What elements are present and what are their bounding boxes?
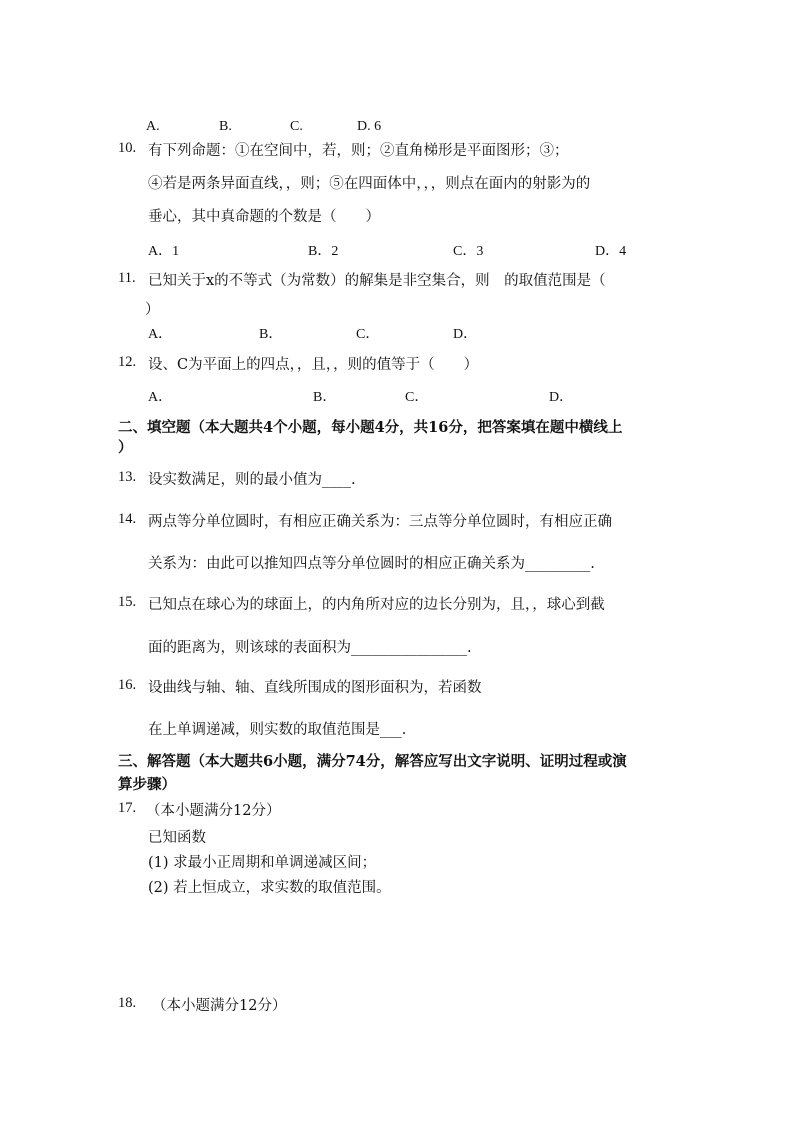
q14-line2: 关系为：由此可以推知四点等分单位圆时的相应正确关系为_________.	[148, 556, 595, 572]
q15-number: 15.	[118, 594, 137, 610]
q17-part1: (1) 求最小正周期和单调递减区间；	[148, 855, 377, 871]
q12-number: 12.	[118, 354, 137, 370]
q13-text: 设实数满足，则的最小值为____.	[148, 472, 356, 488]
section2-heading-line1: 二、填空题（本大题共4个小题，每小题4分，共16分，把答案填在题中横线上	[118, 419, 623, 436]
q15-line2: 面的距离为，则该球的表面积为________________.	[148, 640, 472, 656]
section3-heading-line2: 算步骤）	[118, 776, 176, 793]
q10-line1: 有下列命题：①在空间中，若，则；②直角梯形是平面图形；③；	[148, 143, 569, 159]
q16-line2: 在上单调递减，则实数的取值范围是___.	[148, 722, 407, 738]
q12-option-b: B．	[313, 390, 337, 405]
q14-line1: 两点等分单位圆时，有相应正确关系为：三点等分单位圆时，有相应正确	[148, 514, 612, 530]
q10-line3: 垂心，其中真命题的个数是（ ）	[148, 209, 380, 225]
q10-option-b: B．2	[308, 244, 339, 259]
q11-line2: ）	[145, 302, 160, 318]
q18-header: （本小题满分12分）	[152, 998, 287, 1014]
q17-part2: (2) 若上恒成立，求实数的取值范围。	[148, 880, 391, 896]
q18-number: 18.	[118, 995, 137, 1011]
q17-stem: 已知函数	[148, 830, 206, 846]
q12-line1: 设、C为平面上的四点，，且，，则的值等于（ ）	[148, 357, 479, 373]
q11-option-c: C．	[356, 327, 380, 342]
q14-number: 14.	[118, 511, 137, 527]
q10-option-d: D．4	[595, 244, 627, 259]
q11-option-b: B．	[259, 327, 283, 342]
q16-number: 16.	[118, 677, 137, 693]
q10-option-c: C．3	[453, 244, 484, 259]
q15-line1: 已知点在球心为的球面上，的内角所对应的边长分别为，且，，球心到截	[148, 597, 605, 613]
q13-number: 13.	[118, 469, 137, 485]
q10-number: 10.	[118, 140, 137, 156]
q9-option-b: B.	[219, 119, 232, 134]
q17-number: 17.	[118, 800, 137, 816]
q10-option-a: A．1	[148, 244, 180, 259]
q16-line1: 设曲线与轴、轴、直线所围成的图形面积为，若函数	[148, 680, 482, 696]
q11-number: 11.	[118, 270, 136, 286]
section2-heading-line2: ）	[118, 439, 133, 456]
q11-line1: 已知关于x的不等式（为常数）的解集是非空集合，则 的取值范围是（	[148, 273, 606, 289]
q12-option-c: C．	[405, 390, 429, 405]
q11-option-d: D．	[453, 327, 478, 342]
section3-heading-line1: 三、解答题（本大题共6小题，满分74分，解答应写出文字说明、证明过程或演	[118, 753, 627, 770]
q17-header: （本小题满分12分）	[146, 803, 281, 819]
q12-option-a: A．	[148, 390, 173, 405]
q12-option-d: D．	[549, 390, 574, 405]
q9-option-c: C.	[290, 119, 303, 134]
q10-line2: ④若是两条异面直线，，则；⑤在四面体中，，，则点在面内的射影为的	[148, 176, 591, 192]
q9-option-d: D. 6	[357, 119, 382, 134]
q9-option-a: A.	[146, 119, 160, 134]
q11-option-a: A．	[148, 327, 173, 342]
